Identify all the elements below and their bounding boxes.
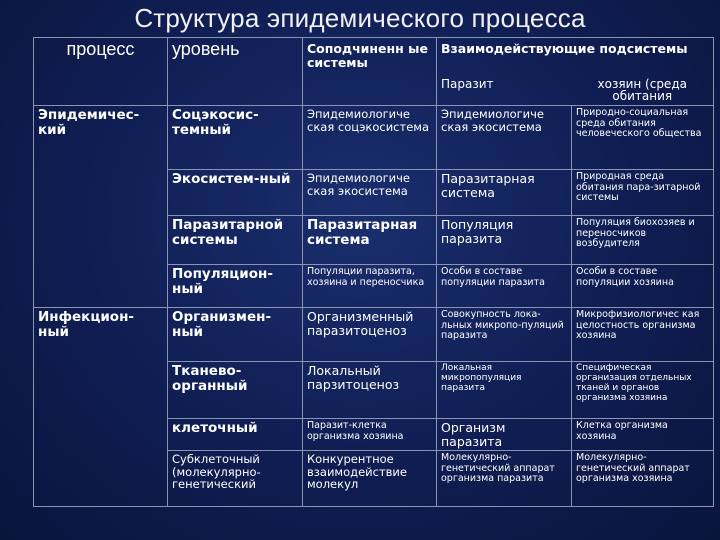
parasite-cell: Паразитарная система: [437, 170, 572, 216]
parasite-cell: Особи в составе популяции паразита: [437, 265, 572, 308]
header-interacting: Взаимодействующие подсистемы: [437, 38, 714, 76]
header-parasite: Паразит: [437, 76, 572, 106]
host-cell: Особи в составе популяции хозяина: [572, 265, 714, 308]
subordinate-cell: Популяции паразита, хозяина и переносчика: [303, 265, 437, 308]
header-row: [34, 38, 714, 76]
page-title: Структура эпидемического процесса: [134, 3, 586, 33]
header-subordinate: Соподчиненн ые системы: [303, 38, 437, 106]
level-cell: клеточный: [168, 419, 303, 451]
level-cell: Экосистем-ный: [168, 170, 303, 216]
process-cell: Инфекцион-ный: [34, 308, 168, 507]
header-process: процесс: [34, 38, 168, 106]
process-cell: Эпидемичес-кий: [34, 106, 168, 308]
subordinate-cell: Эпидемиологиче ская соцэкосистема: [303, 106, 437, 170]
host-cell: Природная среда обитания пара-зитарной системы: [572, 170, 714, 216]
subordinate-cell: Эпидемиологиче ская экосистема: [303, 170, 437, 216]
parasite-cell: Совокупность лока-льных микропо-пуляций паразита: [437, 308, 572, 362]
parasite-cell: Организм паразита: [437, 419, 572, 451]
subordinate-cell: Паразитарная система: [303, 216, 437, 265]
parasite-cell: Молекулярно-генетический аппарат организма паразита: [437, 451, 572, 507]
level-cell: Паразитарной системы: [168, 216, 303, 265]
parasite-cell: Локальная микропопуляция паразита: [437, 362, 572, 419]
subordinate-cell: Конкурентное взаимодействие молекул: [303, 451, 437, 507]
host-cell: Специфическая организация отдельных тканей и органов организма хозяина: [572, 362, 714, 419]
level-cell: Популяцион-ный: [168, 265, 303, 308]
subordinate-cell: Паразит-клетка организма хозяина: [303, 419, 437, 451]
host-cell: Микрофизиологичес кая целостность организма хозяина: [572, 308, 714, 362]
level-cell: Субклеточный (молекулярно-генетический: [168, 451, 303, 507]
subordinate-cell: Локальный парзитоценоз: [303, 362, 437, 419]
table-row: [34, 106, 714, 170]
header-level: уровень: [168, 38, 303, 106]
parasite-cell: Популяция паразита: [437, 216, 572, 265]
parasite-cell: Эпидемиологиче ская экосистема: [437, 106, 572, 170]
header-host: хозяин (среда обитания: [572, 76, 714, 106]
host-cell: Популяция биохозяев и переносчиков возбудителя: [572, 216, 714, 265]
host-cell: Природно-социальная среда обитания человеческого общества: [572, 106, 714, 170]
table-row: [34, 308, 714, 362]
subordinate-cell: Организменный паразитоценоз: [303, 308, 437, 362]
level-cell: Тканево-органный: [168, 362, 303, 419]
level-cell: Организмен-ный: [168, 308, 303, 362]
host-cell: Клетка организма хозяина: [572, 419, 714, 451]
host-cell: Молекулярно-генетический аппарат организма хозяина: [572, 451, 714, 507]
level-cell: Соцэкосис-темный: [168, 106, 303, 170]
structure-table: [33, 37, 714, 507]
